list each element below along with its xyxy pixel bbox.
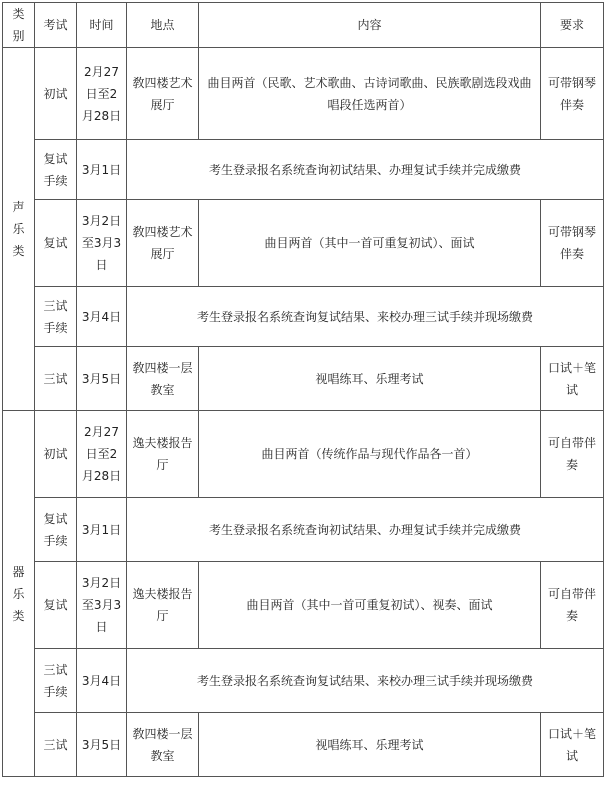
content-cell: 考生登录报名系统查询复试结果、来校办理三试手续并现场缴费	[127, 649, 604, 713]
table-row	[3, 411, 604, 498]
time-cell: 3月5日	[77, 347, 127, 411]
time-cell: 2月27日至2月28日	[77, 48, 127, 140]
time-cell: 3月4日	[77, 287, 127, 347]
content-cell: 曲目两首（民歌、艺术歌曲、古诗词歌曲、民族歌剧选段戏曲唱段任选两首）	[199, 48, 541, 140]
table-row	[3, 562, 604, 649]
header-content: 内容	[199, 3, 541, 48]
exam-cell: 复试手续	[35, 498, 77, 562]
time-cell: 3月2日至3月3日	[77, 562, 127, 649]
table-row	[3, 48, 604, 140]
exam-cell: 复试	[35, 200, 77, 287]
place-cell: 敎四楼艺术展厅	[127, 200, 199, 287]
table-row	[3, 347, 604, 411]
table-row	[3, 200, 604, 287]
content-cell: 曲目两首（其中一首可重复初试）、面试	[199, 200, 541, 287]
exam-cell: 三试手续	[35, 649, 77, 713]
table-row	[3, 713, 604, 777]
place-cell: 敎四楼一层教室	[127, 713, 199, 777]
requirement-cell: 可自带伴奏	[541, 411, 604, 498]
content-cell: 曲目两首（传统作品与现代作品各一首）	[199, 411, 541, 498]
place-cell: 敎四楼一层教室	[127, 347, 199, 411]
header-requirement: 要求	[541, 3, 604, 48]
exam-cell: 三试	[35, 713, 77, 777]
requirement-cell: 可自带伴奏	[541, 562, 604, 649]
header-category: 类别	[3, 3, 35, 48]
exam-cell: 复试	[35, 562, 77, 649]
header-row	[3, 3, 604, 48]
place-cell: 逸夫楼报告厅	[127, 562, 199, 649]
content-cell: 考生登录报名系统查询初试结果、办理复试手续并完成缴费	[127, 498, 604, 562]
content-cell: 考生登录报名系统查询复试结果、来校办理三试手续并现场缴费	[127, 287, 604, 347]
table-row	[3, 140, 604, 200]
requirement-cell: 可带钢琴伴奏	[541, 48, 604, 140]
requirement-cell: 口试＋笔试	[541, 713, 604, 777]
time-cell: 3月5日	[77, 713, 127, 777]
table-row	[3, 498, 604, 562]
content-cell: 曲目两首（其中一首可重复初试）、视奏、面试	[199, 562, 541, 649]
exam-cell: 三试	[35, 347, 77, 411]
time-cell: 3月4日	[77, 649, 127, 713]
header-exam: 考试	[35, 3, 77, 48]
place-cell: 逸夫楼报告厅	[127, 411, 199, 498]
time-cell: 3月2日至3月3日	[77, 200, 127, 287]
place-cell: 敎四楼艺术展厅	[127, 48, 199, 140]
requirement-cell: 可带钢琴伴奏	[541, 200, 604, 287]
header-time: 时间	[77, 3, 127, 48]
content-cell: 考生登录报名系统查询初试结果、办理复试手续并完成缴费	[127, 140, 604, 200]
content-cell: 视唱练耳、乐理考试	[199, 713, 541, 777]
table-row	[3, 649, 604, 713]
exam-cell: 三试手续	[35, 287, 77, 347]
requirement-cell: 口试＋笔试	[541, 347, 604, 411]
category-cell: 声乐类	[3, 48, 35, 411]
exam-cell: 复试手续	[35, 140, 77, 200]
time-cell: 3月1日	[77, 498, 127, 562]
time-cell: 2月27日至2月28日	[77, 411, 127, 498]
content-cell: 视唱练耳、乐理考试	[199, 347, 541, 411]
header-place: 地点	[127, 3, 199, 48]
table-row	[3, 287, 604, 347]
exam-schedule-table	[2, 2, 604, 777]
exam-cell: 初试	[35, 48, 77, 140]
category-cell: 器乐类	[3, 411, 35, 777]
time-cell: 3月1日	[77, 140, 127, 200]
exam-cell: 初试	[35, 411, 77, 498]
